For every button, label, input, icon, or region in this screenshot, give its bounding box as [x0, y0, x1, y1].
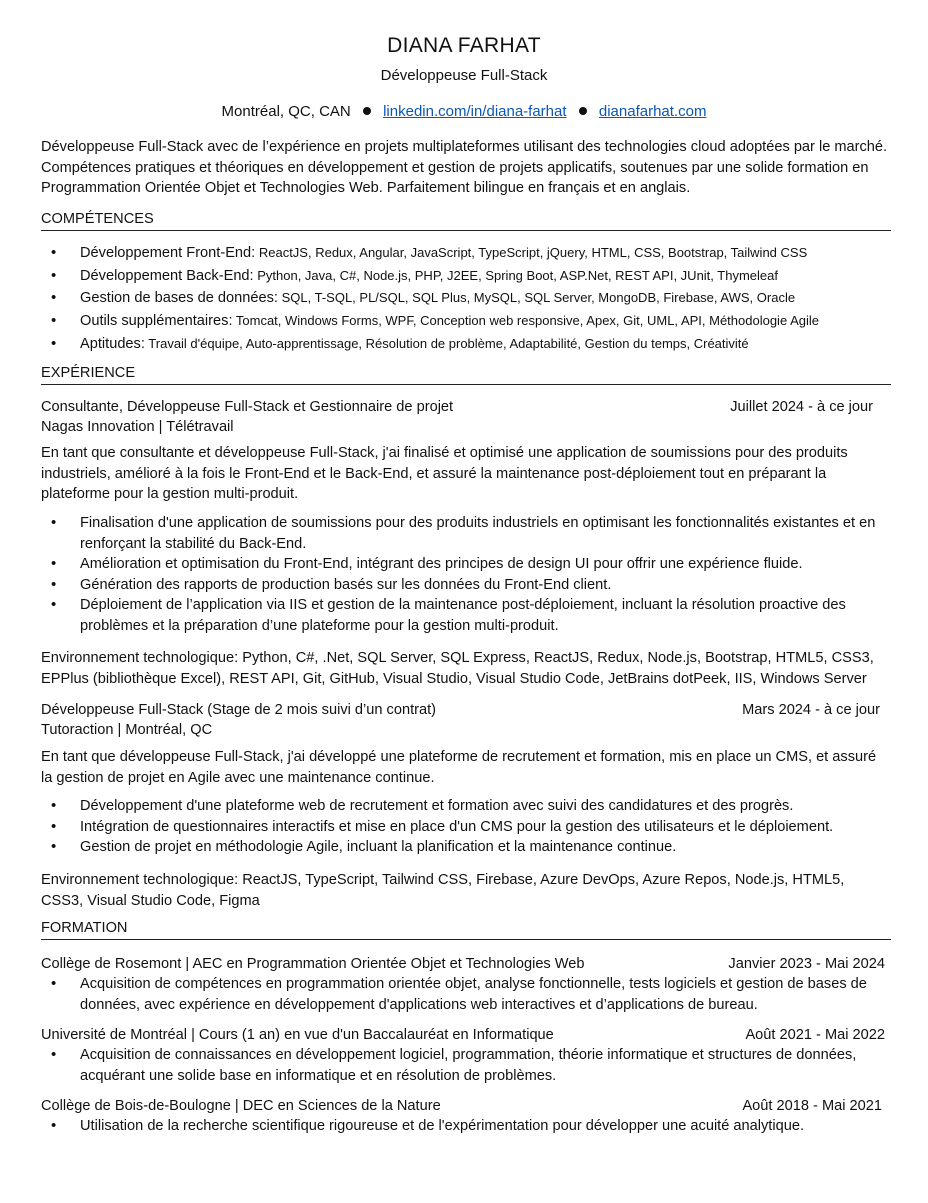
job-description: En tant que développeuse Full-Stack, j'ai développé une plateforme de recrutement et formation, mis en place un CMS, et assuré la gestion de projet en Agile avec une maintenance continue. [41, 749, 877, 786]
education-bullet: • Utilisation de la recherche scientifique rigoureuse et de l'expérimentation pour développer une acuité analytique. [41, 1116, 889, 1137]
education-header [41, 954, 885, 974]
job-description: En tant que consultante et développeuse Full-Stack, j'ai finalisé et optimisé une application de soumissions pour des produits industriels, amélioré à la fois le Front-End et le Back-End, et assuré la maintenance post-déploiement tout en préparant la plateforme pour la gestion multi-produit. [41, 445, 848, 502]
education-dates: Août 2018 - Mai 2021 [742, 1098, 882, 1114]
job-title: Développeuse Full-Stack (Stage de 2 mois suivi d’un contrat) [41, 702, 437, 718]
contact-line [0, 103, 928, 120]
skill-value: Travail d'équipe, Auto-apprentissage, Résolution de problème, Adaptabilité, Gestion du temps, Créativité [148, 335, 749, 351]
school-name: Collège de Bois-de-Boulogne [41, 1098, 231, 1114]
job-environment: Environnement technologique: Python, C#, .Net, SQL Server, SQL Express, ReactJS, Redux, Node.js, Bootstrap, HTML5, CSS3, EPPlus (bibliothèque Excel), REST API, Git, GitHub, Visual Studio, Visual Studio Code, JetBrains dotPeek, IIS, Windows Server [41, 650, 874, 687]
job-company: Nagas Innovation | Télétravail [41, 419, 234, 435]
skill-label: Développement Front-End: [80, 245, 256, 261]
job-bullet: • Gestion de projet en méthodologie Agile, incluant la planification et la maintenance continue. [41, 837, 889, 858]
job-bullet: • Intégration de questionnaires interactifs et mise en place d'un CMS pour la gestion des utilisateurs et le déploiement. [41, 817, 889, 838]
location: Montréal, QC, CAN [221, 103, 351, 120]
candidate-name: DIANA FARHAT [387, 34, 541, 57]
job-bullets [41, 796, 889, 858]
skills-list [41, 242, 889, 356]
skill-item [41, 265, 889, 288]
separator-dot-icon [363, 107, 371, 115]
program-name: | AEC en Programmation Orientée Objet et Technologies Web [185, 956, 585, 972]
job-bullet: • Génération des rapports de production basés sur les données du Front-End client. [41, 575, 889, 596]
education-bullets [41, 1045, 889, 1086]
job-bullet: • Déploiement de l’application via IIS et gestion de la maintenance post-déploiement, incluant la résolution proactive des problèmes et la préparation d’une plateforme pour la gestion multi-produit. [41, 595, 889, 636]
job-bullets [41, 513, 889, 636]
skill-label: Développement Back-End: [80, 267, 254, 284]
website-link[interactable]: dianafarhat.com [598, 103, 707, 120]
job-header [41, 700, 885, 720]
job-dates: Juillet 2024 - à ce jour [730, 399, 873, 415]
section-title-experience: EXPÉRIENCE [41, 365, 891, 385]
education-bullet: • Acquisition de compétences en programmation orientée objet, analyse fonctionnelle, tests logiciels et gestion de bases de données, avec expérience en développement d'applications web interactives et d’applications de bureau. [41, 974, 889, 1015]
linkedin-link[interactable]: linkedin.com/in/diana-farhat [383, 103, 567, 120]
candidate-role: Développeuse Full-Stack [380, 67, 548, 84]
job-bullet: • Amélioration et optimisation du Front-End, intégrant des principes de design UI pour offrir une expérience fluide. [41, 554, 889, 575]
section-title-skills: COMPÉTENCES [41, 211, 891, 231]
school-name: Université de Montréal [41, 1027, 188, 1043]
skill-item [41, 242, 889, 265]
job-header [41, 397, 885, 417]
skill-item [41, 333, 889, 356]
skill-value: Python, Java, C#, Node.js, PHP, J2EE, Spring Boot, ASP.Net, REST API, JUnit, Thymeleaf [257, 267, 778, 283]
job-dates: Mars 2024 - à ce jour [742, 702, 880, 718]
program-name: | DEC en Sciences de la Nature [234, 1098, 441, 1114]
section-title-education: FORMATION [41, 920, 891, 940]
job-bullet: • Développement d'une plateforme web de recrutement et formation avec suivi des candidatures et des progrès. [41, 796, 889, 817]
program-name: | Cours (1 an) en vue d'un Baccalauréat en Informatique [191, 1027, 554, 1043]
skill-label: Outils supplémentaires: [80, 313, 233, 330]
skill-label: Gestion de bases de données: [80, 290, 278, 307]
job-company: Tutoraction | Montréal, QC [41, 722, 213, 738]
education-bullet: • Acquisition de connaissances en développement logiciel, programmation, théorie informatique et structures de données, acquérant une solide base en informatique et en résolution de problèmes. [41, 1045, 889, 1086]
skill-label: Aptitudes: [80, 335, 145, 352]
school-name: Collège de Rosemont [41, 956, 182, 972]
separator-dot-icon [579, 107, 587, 115]
skill-item [41, 287, 889, 310]
skill-item [41, 310, 889, 333]
education-bullets [41, 974, 889, 1015]
skill-value: SQL, T-SQL, PL/SQL, SQL Plus, MySQL, SQL Server, MongoDB, Firebase, AWS, Oracle [281, 290, 796, 306]
education-bullets [41, 1116, 889, 1137]
education-header [41, 1025, 885, 1045]
education-dates: Août 2021 - Mai 2022 [745, 1027, 885, 1043]
education-header [41, 1096, 885, 1116]
skill-value: Tomcat, Windows Forms, WPF, Conception web responsive, Apex, Git, UML, API, Méthodologie Agile [235, 313, 819, 329]
job-environment: Environnement technologique: ReactJS, TypeScript, Tailwind CSS, Firebase, Azure DevOps, Azure Repos, Node.js, HTML5, CSS3, Visual Studio Code, Figma [41, 872, 845, 909]
profile-summary: Développeuse Full-Stack avec de l’expérience en projets multiplateformes utilisant des technologies cloud adoptées par le marché. Compétences pratiques et théoriques en développement et gestion de projets applicatifs, soutenues par une solide formation en Programmation Orientée Objet et Technologies Web. Parfaitement bilingue en français et en anglais. [41, 139, 888, 196]
job-title: Consultante, Développeuse Full-Stack et Gestionnaire de projet [41, 399, 454, 415]
skill-value: ReactJS, Redux, Angular, JavaScript, TypeScript, jQuery, HTML, CSS, Bootstrap, Tailwind CSS [258, 245, 808, 260]
job-bullet: • Finalisation d'une application de soumissions pour des produits industriels en optimisant les fonctionnalités existantes et en renforçant la stabilité du Back-End. [41, 513, 889, 554]
education-dates: Janvier 2023 - Mai 2024 [728, 956, 885, 972]
